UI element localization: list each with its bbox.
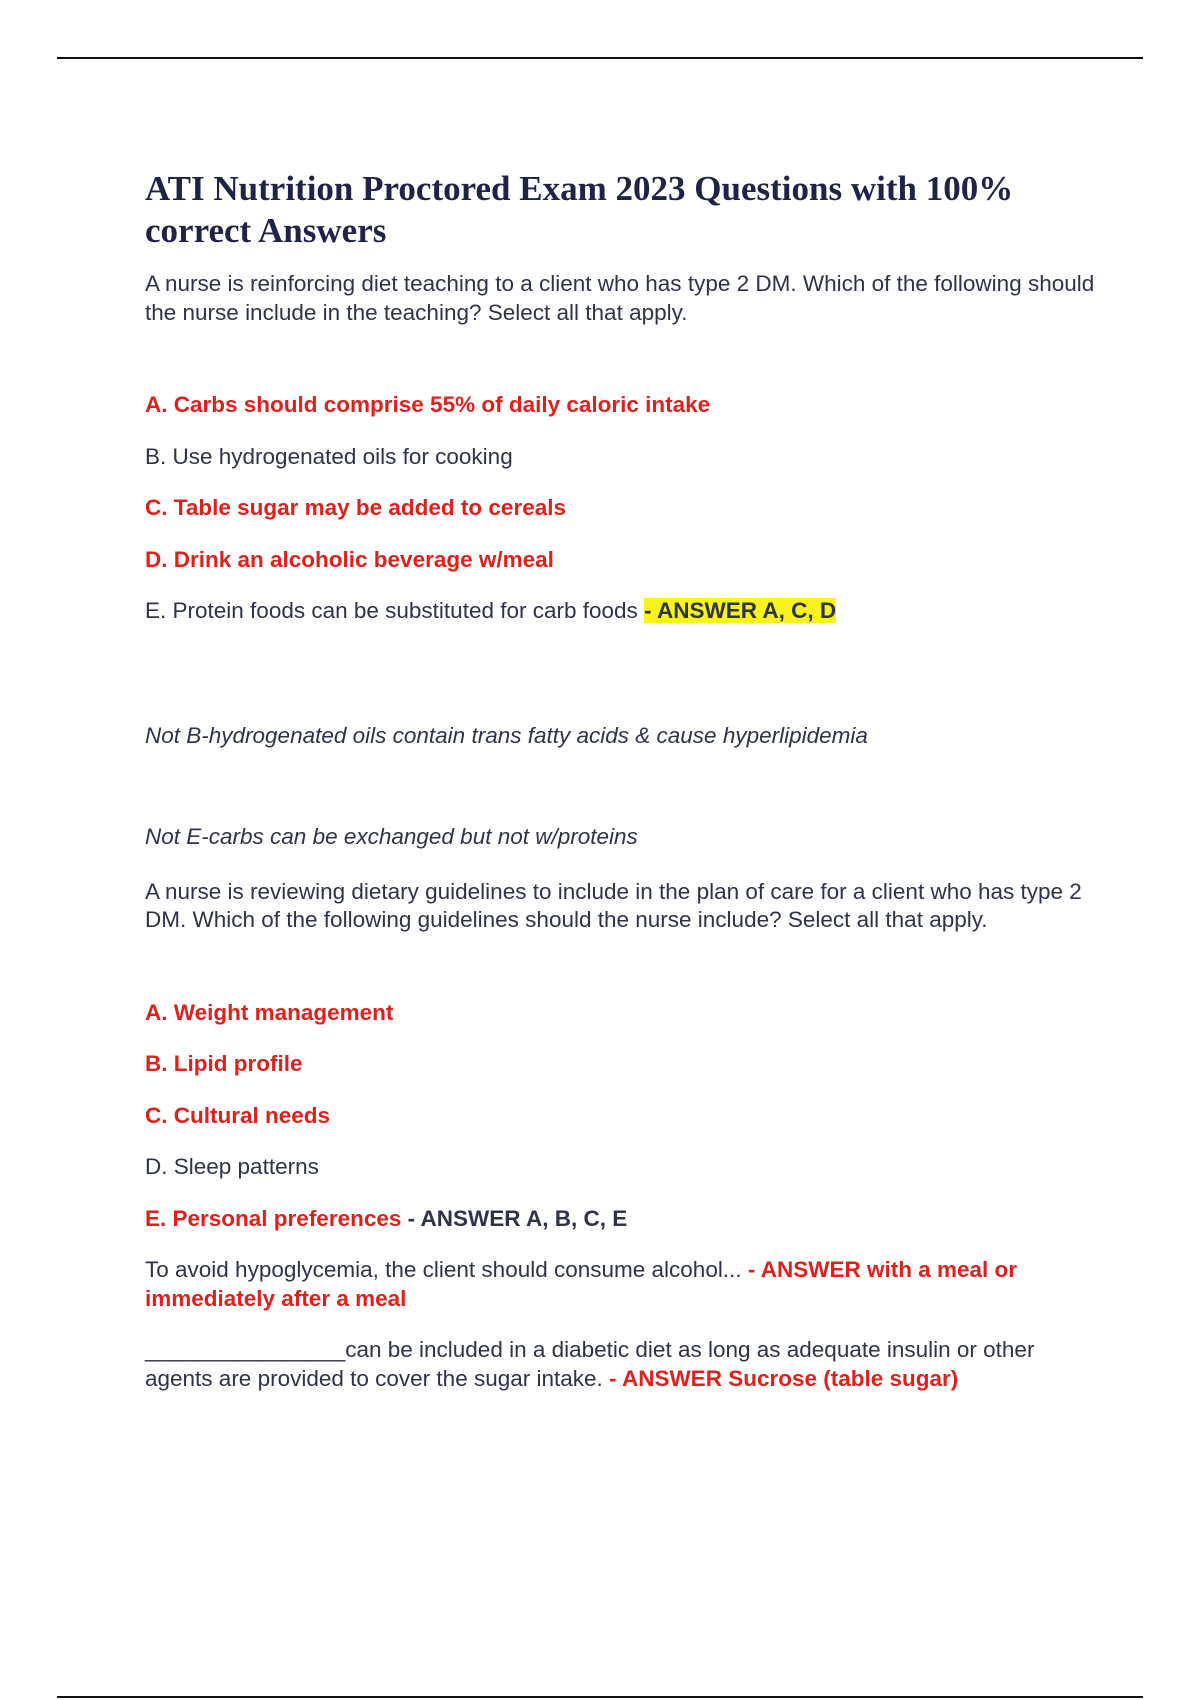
q1-option-e-text: E. Protein foods can be substituted for carb foods — [145, 598, 645, 623]
q2-option-e-text: E. Personal preferences — [145, 1205, 402, 1231]
q2-option-d: D. Sleep patterns — [145, 1154, 319, 1179]
question-1-stem: A nurse is reinforcing diet teaching to a client who has type 2 DM. Which of the following should the nurse include in the teaching? Select all that apply. — [145, 271, 1095, 325]
q1-option-a: A. Carbs should comprise 55% of daily caloric intake — [145, 392, 711, 417]
question-3 — [145, 1256, 1100, 1313]
q1-option-b: B. Use hydrogenated oils for cooking — [145, 443, 513, 469]
question-4 — [145, 1336, 1100, 1393]
document-title: ATI Nutrition Proctored Exam 2023 Questions with 100% correct Answers — [145, 169, 1014, 250]
q2-option-b: B. Lipid profile — [145, 1051, 303, 1076]
q1-note-b: Not B-hydrogenated oils contain trans fatty acids & cause hyperlipidemia — [145, 722, 868, 748]
q2-option-e — [145, 1205, 1100, 1234]
q2-option-a: A. Weight management — [145, 999, 394, 1025]
spacer — [145, 961, 1100, 999]
q2-option-c: C. Cultural needs — [145, 1102, 331, 1128]
q1-option-d: D. Drink an alcoholic beverage w/meal — [145, 546, 554, 572]
q1-note-e: Not E-carbs can be exchanged but not w/proteins — [145, 824, 638, 849]
q1-answer: - ANSWER A, C, D — [644, 598, 837, 623]
spacer — [145, 852, 1100, 878]
q1-option-e — [145, 597, 1100, 626]
question-3-stem: To avoid hypoglycemia, the client should consume alcohol... — [145, 1257, 748, 1282]
spacer — [145, 649, 1100, 722]
question-2-stem: A nurse is reviewing dietary guidelines to include in the plan of care for a client who has type 2 DM. Which of the following guidelines should the nurse include? Select all that apply. — [145, 878, 1082, 932]
question-4-stem: ________________can be included in a diabetic diet as long as adequate insulin or other agents are provided to cover the sugar intake. — [145, 1337, 1035, 1391]
document-body — [145, 168, 1100, 1416]
spacer — [145, 353, 1100, 391]
bottom-rule — [57, 1696, 1143, 1698]
q2-answer: - ANSWER A, B, C, E — [401, 1205, 628, 1231]
q4-answer: - ANSWER Sucrose (table sugar) — [609, 1365, 959, 1391]
spacer — [145, 750, 1100, 823]
top-rule — [57, 57, 1143, 59]
q3-answer: - ANSWER with a meal or immediately after a meal — [145, 1257, 1018, 1311]
q1-option-c: C. Table sugar may be added to cereals — [145, 495, 566, 520]
